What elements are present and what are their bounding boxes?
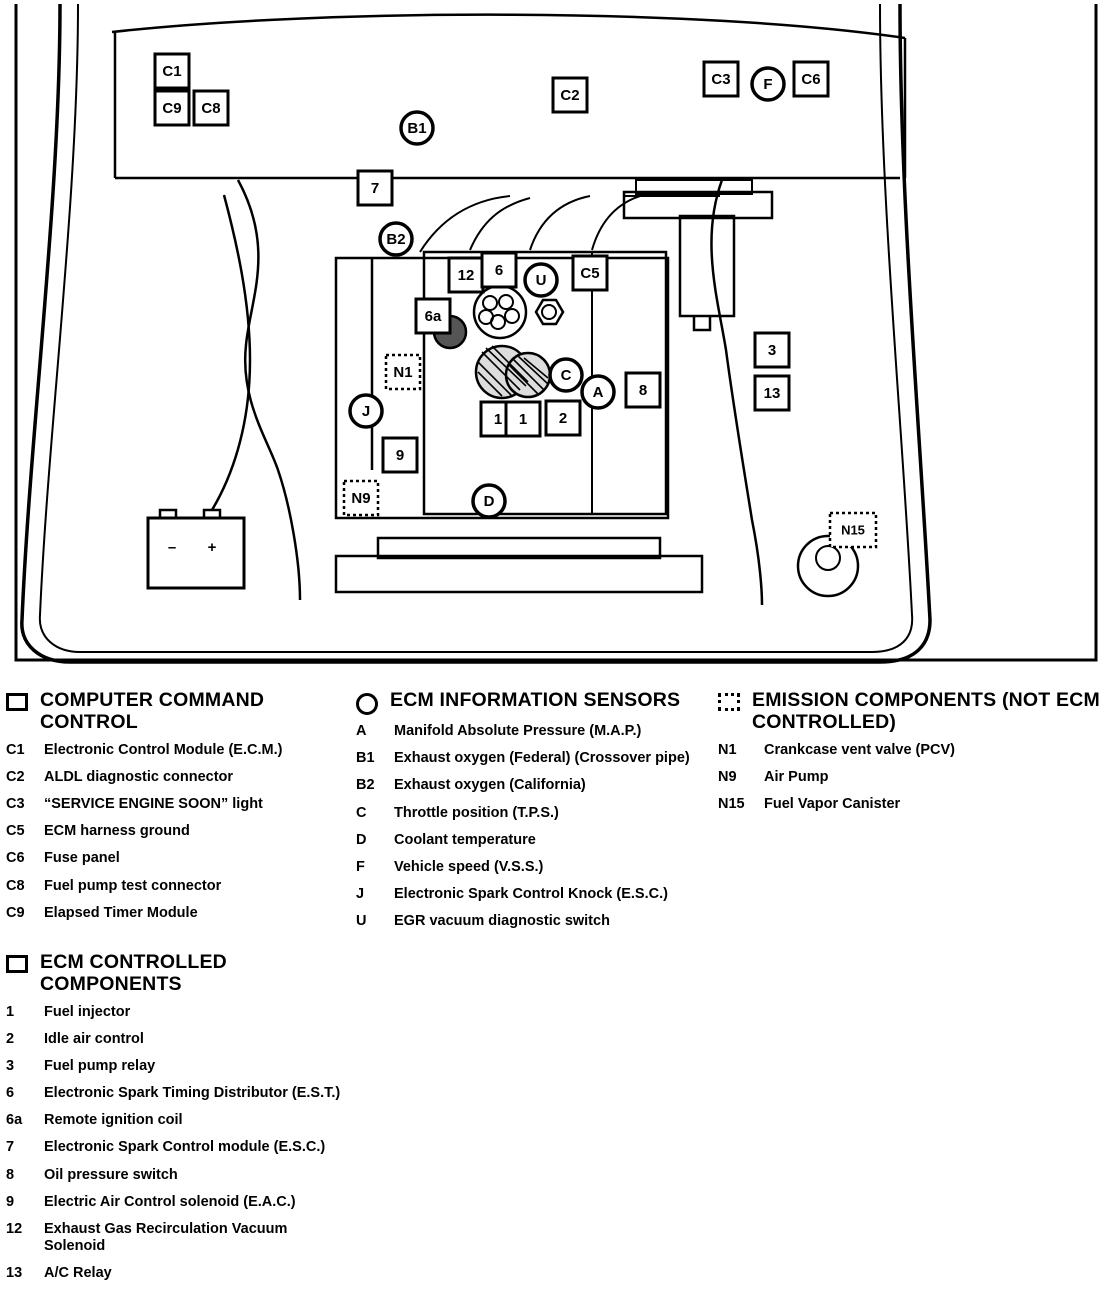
legend-item-desc: Oil pressure switch	[44, 1166, 178, 1183]
legend-item	[356, 886, 706, 903]
legend-item	[718, 742, 1113, 759]
legend-item-desc: Electronic Spark Control module (E.S.C.)	[44, 1139, 326, 1156]
legend-item-key: 6a	[6, 1112, 23, 1129]
diagram-marker-a	[582, 376, 614, 408]
diagram-marker-c3	[704, 62, 738, 96]
legend-item-desc: “SERVICE ENGINE SOON” light	[44, 796, 263, 812]
square-symbol-icon	[6, 955, 28, 973]
legend-item-key: J	[356, 886, 365, 903]
marker-label: C9	[162, 99, 182, 117]
marker-label: C3	[711, 70, 731, 88]
marker-label: C1	[162, 62, 182, 80]
legend-item-key: C2	[6, 768, 25, 785]
legend-item	[356, 913, 706, 930]
legend-item	[356, 750, 706, 767]
legend-item-key: 7	[6, 1139, 15, 1156]
diagram-marker-c	[550, 359, 582, 391]
legend-item	[6, 769, 346, 786]
diagram-marker-c8	[194, 91, 228, 125]
marker-label: 1	[518, 410, 528, 428]
legend-item-desc: Throttle position (T.P.S.)	[394, 804, 559, 821]
marker-label: C8	[201, 99, 221, 117]
diagram-marker-b2	[380, 223, 412, 255]
legend-item-key: N1	[718, 741, 737, 758]
marker-label: 12	[457, 266, 475, 284]
marker-label: N9	[351, 489, 371, 507]
legend-column-left	[6, 690, 346, 1292]
diagram-marker-d	[473, 485, 505, 517]
legend-item-key: N9	[718, 768, 737, 785]
legend	[0, 689, 1120, 1281]
legend-item-desc: Electronic Spark Control Knock (E.S.C.)	[394, 886, 668, 903]
legend-item-key: C	[356, 804, 367, 821]
legend-item-key: C3	[6, 796, 25, 812]
legend-item	[356, 777, 706, 794]
diagram-marker-6	[482, 253, 516, 287]
diagram-marker-1b	[506, 402, 540, 436]
legend-item-desc: Fuel pump test connector	[44, 877, 222, 894]
marker-label: B2	[386, 230, 406, 248]
marker-label: 2	[558, 409, 568, 427]
legend-item	[6, 1004, 346, 1021]
legend-group-title: COMPUTER COMMAND CONTROL	[40, 689, 265, 733]
legend-item-key: C1	[6, 741, 25, 758]
marker-label: 3	[767, 341, 777, 359]
legend-item-desc: Coolant temperature	[394, 831, 536, 848]
legend-item	[6, 1112, 346, 1129]
legend-item-desc: Exhaust Gas Recirculation Vacuum Solenoid	[44, 1220, 288, 1254]
marker-label: F	[763, 75, 773, 93]
legend-item	[718, 769, 1113, 786]
legend-item-desc: EGR vacuum diagnostic switch	[394, 913, 610, 930]
legend-item-desc: Electronic Spark Timing Distributor (E.S.T.)	[44, 1085, 341, 1102]
diagram-marker-13	[755, 376, 789, 410]
legend-item-desc: Exhaust oxygen (California)	[394, 777, 586, 794]
marker-label: J	[361, 402, 371, 420]
legend-item	[356, 859, 706, 876]
legend-group-title: EMISSION COMPONENTS (NOT ECM CONTROLLED)	[752, 689, 1100, 733]
legend-item	[356, 723, 706, 740]
legend-item-key: F	[356, 858, 365, 875]
diagram-marker-c2	[553, 78, 587, 112]
diagram-marker-3	[755, 333, 789, 367]
legend-item	[6, 1031, 346, 1048]
legend-item	[6, 878, 346, 895]
marker-label: C	[560, 366, 572, 384]
legend-item	[6, 1167, 346, 1184]
diagram-marker-f	[752, 68, 784, 100]
legend-column-right	[718, 690, 1113, 823]
legend-item-desc: Vehicle speed (V.S.S.)	[394, 858, 544, 875]
diagram-marker-8	[626, 373, 660, 407]
legend-item-desc: Electronic Control Module (E.C.M.)	[44, 741, 283, 758]
marker-label: C6	[801, 70, 821, 88]
legend-item-desc: ALDL diagnostic connector	[44, 768, 234, 785]
diagram-marker-n9	[344, 481, 378, 515]
diagram-marker-6a	[416, 299, 450, 333]
marker-label: 9	[395, 446, 405, 464]
diagram-marker-c9	[155, 91, 189, 125]
legend-items-ecm-information-sensors	[356, 723, 706, 930]
legend-item-key: D	[356, 831, 367, 848]
legend-item-desc: Remote ignition coil	[44, 1112, 183, 1129]
legend-item	[6, 1265, 346, 1282]
diagram-marker-j	[350, 395, 382, 427]
legend-item-desc: Fuel pump relay	[44, 1057, 156, 1074]
legend-item	[356, 832, 706, 849]
marker-label: A	[592, 383, 604, 401]
legend-group-header-emission-components	[718, 690, 1113, 734]
legend-item-key: A	[356, 723, 367, 739]
legend-item-key: 9	[6, 1193, 15, 1210]
diagram-marker-2	[546, 401, 580, 435]
diagram-marker-9	[383, 438, 417, 472]
diagram-marker-n1	[386, 355, 420, 389]
legend-item	[356, 805, 706, 822]
legend-item	[6, 796, 346, 813]
legend-item-desc: Electric Air Control solenoid (E.A.C.)	[44, 1193, 296, 1210]
legend-group-title: ECM CONTROLLED COMPONENTS	[40, 950, 227, 995]
diagram-marker-n15	[830, 513, 876, 547]
legend-item	[6, 1085, 346, 1102]
legend-item-key: 6	[6, 1085, 15, 1102]
battery-terminal-label: +	[207, 538, 217, 556]
marker-label: 6	[494, 261, 504, 279]
legend-item	[718, 796, 1113, 813]
legend-group-header-computer-command-control	[6, 690, 346, 734]
legend-item	[6, 1194, 346, 1211]
legend-item-key: B1	[356, 750, 375, 767]
legend-item-desc: Air Pump	[764, 768, 829, 785]
legend-item-desc: A/C Relay	[44, 1264, 112, 1281]
legend-item-key: C8	[6, 877, 25, 894]
legend-item-key: 1	[6, 1003, 15, 1020]
legend-item-desc: Fuse panel	[44, 850, 120, 867]
diagram-marker-c6	[794, 62, 828, 96]
legend-item-desc: Elapsed Timer Module	[44, 904, 198, 921]
legend-item-desc: ECM harness ground	[44, 823, 190, 840]
legend-group-header-ecm-information-sensors	[356, 690, 706, 715]
legend-item	[6, 905, 346, 922]
marker-label: D	[483, 492, 495, 510]
legend-item	[6, 1221, 346, 1254]
legend-item-desc: Crankcase vent valve (PCV)	[764, 741, 956, 758]
diagram-marker-12	[449, 258, 483, 292]
marker-label: B1	[407, 119, 427, 137]
marker-label: C5	[580, 264, 600, 282]
marker-label: 6a	[424, 307, 442, 325]
legend-items-computer-command-control	[6, 742, 346, 922]
legend-items-emission-components	[718, 742, 1113, 813]
square-symbol-icon	[6, 693, 28, 711]
legend-item-key: 2	[6, 1030, 15, 1047]
legend-item-key: 3	[6, 1057, 15, 1074]
marker-label: U	[535, 271, 547, 289]
legend-item-key: U	[356, 913, 367, 930]
diagram-marker-c1	[155, 54, 189, 88]
legend-group-title: ECM INFORMATION SENSORS	[390, 689, 681, 711]
legend-item	[6, 1058, 346, 1075]
legend-item-desc: Idle air control	[44, 1030, 144, 1047]
legend-item-key: 12	[6, 1220, 23, 1237]
legend-item	[6, 823, 346, 840]
legend-group-header-ecm-controlled-components	[6, 952, 346, 996]
diagram-marker-c5	[573, 256, 607, 290]
legend-item-desc: Fuel injector	[44, 1003, 131, 1020]
marker-label: 8	[638, 381, 648, 399]
diagram-marker-u	[525, 264, 557, 296]
marker-label: N15	[841, 522, 865, 538]
marker-label: 1	[493, 410, 503, 428]
legend-item-key: N15	[718, 796, 745, 812]
legend-items-ecm-controlled-components	[6, 1004, 346, 1282]
diagram-marker-7	[358, 171, 392, 205]
legend-item-key: C6	[6, 850, 25, 867]
legend-item-key: C9	[6, 904, 25, 921]
legend-item-desc: Exhaust oxygen (Federal) (Crossover pipe)	[394, 750, 690, 767]
legend-item	[6, 850, 346, 867]
marker-label: 13	[763, 384, 781, 402]
legend-item-desc: Fuel Vapor Canister	[764, 796, 901, 812]
battery-terminal-label: –	[167, 538, 177, 556]
marker-label: 7	[370, 179, 380, 197]
diagram-marker-b1	[401, 112, 433, 144]
legend-item-key: 13	[6, 1264, 23, 1281]
legend-item-key: C5	[6, 823, 25, 840]
legend-column-middle	[356, 690, 706, 940]
marker-label: N1	[393, 363, 413, 381]
legend-item-key: B2	[356, 777, 375, 794]
legend-item	[6, 742, 346, 759]
dotted-square-symbol-icon	[718, 693, 740, 711]
legend-item-desc: Manifold Absolute Pressure (M.A.P.)	[394, 723, 642, 739]
circle-symbol-icon	[356, 693, 378, 715]
marker-label: C2	[560, 86, 580, 104]
legend-item	[6, 1139, 346, 1156]
legend-item-key: 8	[6, 1166, 15, 1183]
